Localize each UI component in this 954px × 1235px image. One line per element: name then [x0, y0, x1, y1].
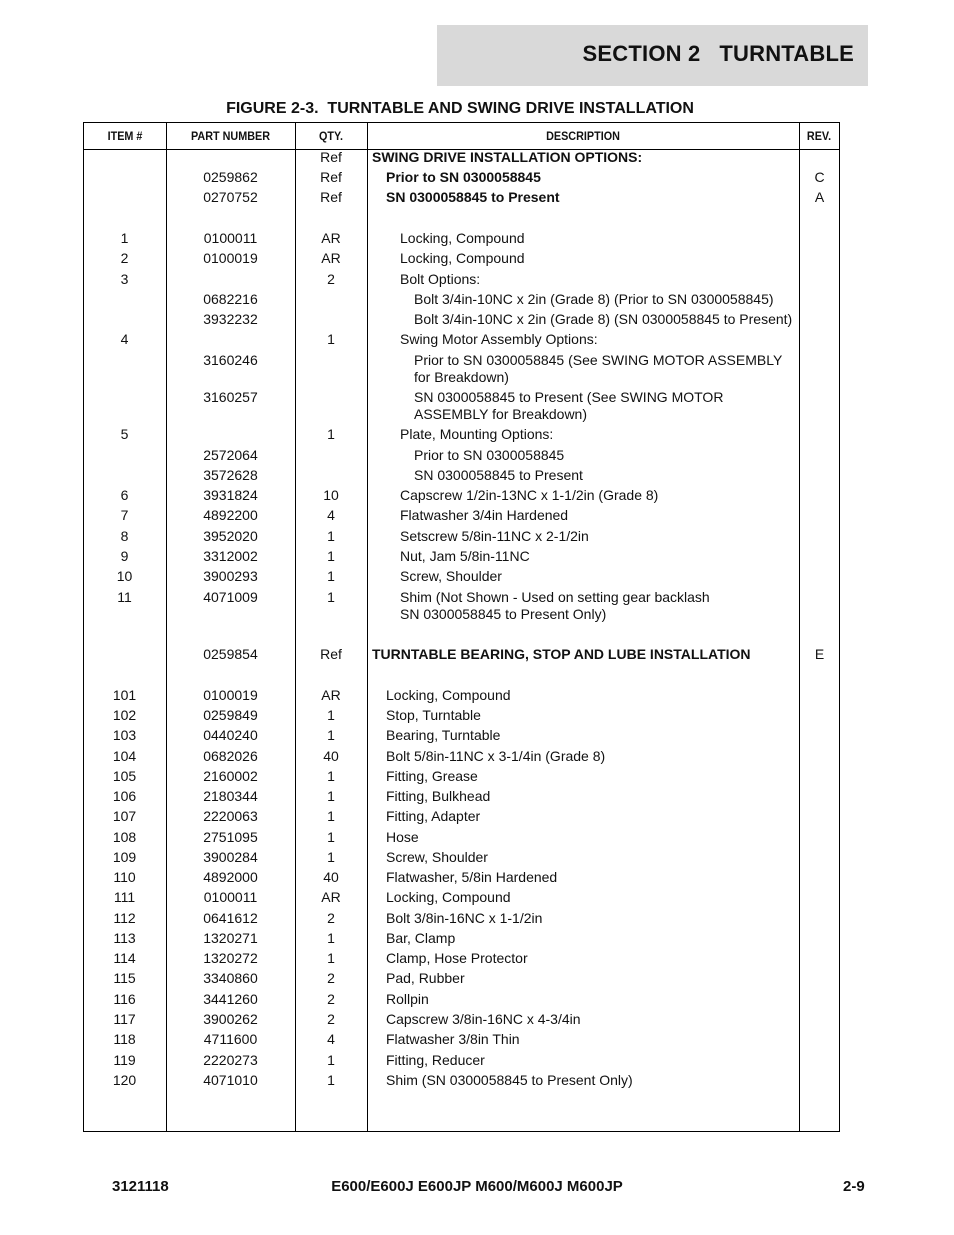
description-line: SN 0300058845 to Present [414, 467, 583, 483]
quantity: 2 [327, 1011, 335, 1027]
description [367, 910, 818, 927]
part-number: 4892000 [203, 869, 258, 885]
quantity: 1 [327, 707, 335, 723]
description [367, 1011, 818, 1028]
description-line: Pad, Rubber [386, 970, 465, 986]
item-number: 1 [120, 230, 129, 246]
quantity: 2 [327, 910, 335, 926]
quantity: AR [321, 230, 341, 246]
item-number: 11 [117, 589, 132, 605]
part-number: 3900293 [203, 568, 258, 584]
footer-models: E600/E600J E600JP M600/M600J M600JP [331, 1178, 623, 1195]
item-number: 102 [112, 707, 137, 723]
revision: E [814, 646, 825, 662]
part-number: 3931824 [203, 487, 258, 503]
description-line: Bolt 3/8in-16NC x 1-1/2in [386, 910, 543, 926]
item-number: 104 [112, 748, 137, 764]
description-line: Bolt 3/4in-10NC x 2in (Grade 8) (Prior to SN 0300058845) [414, 291, 774, 307]
part-number: 0440240 [203, 727, 258, 743]
quantity: Ref [320, 169, 342, 185]
description [367, 589, 832, 623]
description [367, 727, 818, 744]
item-number: 103 [112, 727, 137, 743]
quantity: 1 [327, 829, 335, 845]
description-line: Screw, Shoulder [386, 849, 488, 865]
description-line: TURNTABLE BEARING, STOP AND LUBE INSTALLATION [372, 646, 751, 662]
quantity: 1 [327, 727, 335, 743]
description-line: Flatwasher 3/8in Thin [386, 1031, 520, 1047]
description-line: Stop, Turntable [386, 707, 481, 723]
item-number: 109 [112, 849, 137, 865]
quantity: Ref [320, 149, 342, 165]
quantity: 1 [327, 788, 335, 804]
description [367, 768, 818, 785]
part-number: 4711600 [203, 1031, 258, 1047]
description-line: Bolt 5/8in-11NC x 3-1/4in (Grade 8) [386, 748, 606, 764]
description-line: Flatwasher, 5/8in Hardened [386, 869, 558, 885]
item-number: 9 [120, 548, 129, 564]
description [367, 507, 832, 524]
description-line: Flatwasher 3/4in Hardened [400, 507, 569, 523]
item-number: 8 [120, 528, 129, 544]
item-number: 2 [120, 250, 129, 266]
part-number: 0100011 [203, 889, 258, 905]
item-number: 111 [113, 889, 136, 905]
description [367, 568, 832, 585]
part-number: 0641612 [203, 910, 258, 926]
description-line: Fitting, Reducer [386, 1052, 485, 1068]
part-number: 0259854 [203, 646, 258, 662]
part-number: 2572064 [203, 447, 258, 463]
part-number: 3572628 [203, 467, 258, 483]
footer-doc-number: 3121118 [112, 1178, 169, 1195]
description-line: Bolt 3/4in-10NC x 2in (Grade 8) (SN 0300058845 to Present) [414, 311, 793, 327]
item-number: 107 [112, 808, 137, 824]
item-number: 110 [113, 869, 136, 885]
item-number: 106 [112, 788, 137, 804]
description [367, 950, 818, 967]
part-number: 0100011 [203, 230, 258, 246]
part-number: 2220273 [203, 1052, 258, 1068]
quantity: 2 [327, 271, 335, 287]
description-line: Locking, Compound [400, 250, 525, 266]
description [367, 829, 818, 846]
item-number: 108 [112, 829, 137, 845]
description [367, 970, 818, 987]
description-line: Plate, Mounting Options: [400, 426, 554, 442]
part-number: 3952020 [203, 528, 258, 544]
description-line: Setscrew 5/8in-11NC x 2-1/2in [400, 528, 589, 544]
description-line: Nut, Jam 5/8in-11NC [400, 548, 530, 564]
description [367, 169, 818, 186]
description [367, 189, 818, 206]
description-line: Bar, Clamp [386, 930, 456, 946]
item-number: 113 [113, 930, 136, 946]
part-number: 3160246 [203, 352, 258, 368]
revision: A [814, 189, 825, 205]
part-number: 2220063 [203, 808, 258, 824]
description-line: Prior to SN 0300058845 (See SWING MOTOR ASSEMBLY [414, 352, 783, 368]
description [367, 467, 846, 484]
description [367, 426, 832, 443]
part-number: 0682026 [203, 748, 258, 764]
quantity: 1 [327, 950, 335, 966]
item-number: 6 [120, 487, 129, 503]
quantity: 1 [327, 1072, 335, 1088]
header-item: ITEM # [107, 129, 143, 143]
description [367, 808, 818, 825]
part-number: 3160257 [203, 389, 258, 405]
item-number: 119 [113, 1052, 136, 1068]
part-number: 2751095 [203, 829, 258, 845]
quantity: Ref [320, 189, 342, 205]
description-line: Prior to SN 0300058845 [386, 169, 541, 185]
item-number: 105 [112, 768, 137, 784]
part-number: 0259862 [203, 169, 258, 185]
description-line: SN 0300058845 to Present (See SWING MOTOR [414, 389, 724, 405]
description [367, 250, 832, 267]
description-line: Fitting, Bulkhead [386, 788, 491, 804]
description-line: Fitting, Grease [386, 768, 478, 784]
description [367, 930, 818, 947]
description [367, 849, 818, 866]
item-number: 5 [120, 426, 129, 442]
description-line: Swing Motor Assembly Options: [400, 331, 598, 347]
quantity: 1 [327, 548, 335, 564]
description-line: Fitting, Adapter [386, 808, 481, 824]
item-number: 120 [112, 1072, 137, 1088]
header-qty: QTY. [318, 129, 343, 143]
description [367, 352, 846, 386]
item-number: 116 [113, 991, 136, 1007]
header-part-number: PART NUMBER [190, 129, 271, 143]
header-description: DESCRIPTION [546, 129, 620, 143]
quantity: 1 [327, 930, 335, 946]
description-line: Locking, Compound [386, 687, 511, 703]
description [367, 748, 818, 765]
description [367, 687, 818, 704]
description-line: SN 0300058845 to Present Only) [400, 606, 607, 622]
quantity: 1 [327, 331, 335, 347]
description-line: ASSEMBLY for Breakdown) [414, 406, 588, 422]
part-number: 1320271 [203, 930, 258, 946]
part-number: 3932232 [203, 311, 258, 327]
part-number: 3340860 [203, 970, 258, 986]
figure-title: FIGURE 2-3. TURNTABLE AND SWING DRIVE INSTALLATION [226, 100, 694, 117]
description-line: Clamp, Hose Protector [386, 950, 528, 966]
part-number: 0100019 [203, 250, 258, 266]
part-number: 3900262 [203, 1011, 258, 1027]
part-number: 0100019 [203, 687, 258, 703]
quantity: 40 [323, 748, 339, 764]
description [367, 991, 818, 1008]
part-number: 3441260 [203, 991, 258, 1007]
description-line: for Breakdown) [414, 369, 509, 385]
description [367, 1072, 818, 1089]
description [367, 707, 818, 724]
quantity: 10 [323, 487, 339, 503]
quantity: 2 [327, 970, 335, 986]
item-number: 115 [113, 970, 136, 986]
footer-page-number: 2-9 [843, 1178, 865, 1195]
header-rev: REV. [806, 129, 832, 143]
part-number: 2160002 [203, 768, 258, 784]
description [367, 528, 832, 545]
revision: C [814, 169, 825, 185]
description-line: Locking, Compound [386, 889, 511, 905]
quantity: 1 [327, 426, 335, 442]
item-number: 118 [113, 1031, 136, 1047]
quantity: Ref [320, 646, 342, 662]
part-number: 4071009 [203, 589, 258, 605]
description-line: Locking, Compound [400, 230, 525, 246]
quantity: 1 [327, 768, 335, 784]
quantity: 4 [327, 1031, 335, 1047]
quantity: 1 [327, 808, 335, 824]
quantity: 2 [327, 991, 335, 1007]
description [367, 646, 804, 663]
item-number: 4 [120, 331, 129, 347]
description-line: Screw, Shoulder [400, 568, 502, 584]
part-number: 3900284 [203, 849, 258, 865]
description [367, 788, 818, 805]
description [367, 447, 846, 464]
description [367, 331, 832, 348]
part-number: 0259849 [203, 707, 258, 723]
description [367, 271, 832, 288]
part-number: 3312002 [203, 548, 258, 564]
description [367, 1052, 818, 1069]
item-number: 101 [112, 687, 137, 703]
item-number: 112 [113, 910, 136, 926]
quantity: 1 [327, 568, 335, 584]
description [367, 291, 846, 308]
description [367, 548, 832, 565]
description [367, 389, 846, 423]
quantity: 1 [327, 1052, 335, 1068]
item-number: 10 [116, 568, 133, 584]
part-number: 1320272 [203, 950, 258, 966]
part-number: 4892200 [203, 507, 258, 523]
description-line: Bolt Options: [400, 271, 481, 287]
part-number: 4071010 [203, 1072, 258, 1088]
part-number: 0682216 [203, 291, 258, 307]
quantity: 40 [323, 869, 339, 885]
section-banner [437, 25, 868, 86]
description [367, 149, 804, 166]
description-line: SN 0300058845 to Present [386, 189, 560, 205]
quantity: 4 [327, 507, 335, 523]
quantity: 1 [327, 589, 335, 605]
quantity: AR [321, 250, 341, 266]
quantity: AR [321, 687, 341, 703]
item-number: 7 [120, 507, 129, 523]
description-line: Capscrew 1/2in-13NC x 1-1/2in (Grade 8) [400, 487, 659, 503]
description-line: Bearing, Turntable [386, 727, 501, 743]
description [367, 869, 818, 886]
description-line: Shim (SN 0300058845 to Present Only) [386, 1072, 633, 1088]
description-line: Capscrew 3/8in-16NC x 4-3/4in [386, 1011, 581, 1027]
description [367, 311, 846, 328]
description-line: Rollpin [386, 991, 429, 1007]
item-number: 114 [113, 950, 136, 966]
description [367, 889, 818, 906]
description [367, 1031, 818, 1048]
description [367, 487, 832, 504]
description-line: SWING DRIVE INSTALLATION OPTIONS: [372, 149, 643, 165]
description [367, 230, 832, 247]
item-number: 3 [120, 271, 129, 287]
description-line: Hose [386, 829, 419, 845]
description-line: Shim (Not Shown - Used on setting gear backlash [400, 589, 710, 605]
part-number: 2180344 [203, 788, 258, 804]
quantity: AR [321, 889, 341, 905]
description-line: Prior to SN 0300058845 [414, 447, 565, 463]
part-number: 0270752 [203, 189, 258, 205]
section-title: SECTION 2 TURNTABLE [582, 41, 854, 66]
item-number: 117 [113, 1011, 136, 1027]
quantity: 1 [327, 528, 335, 544]
quantity: 1 [327, 849, 335, 865]
